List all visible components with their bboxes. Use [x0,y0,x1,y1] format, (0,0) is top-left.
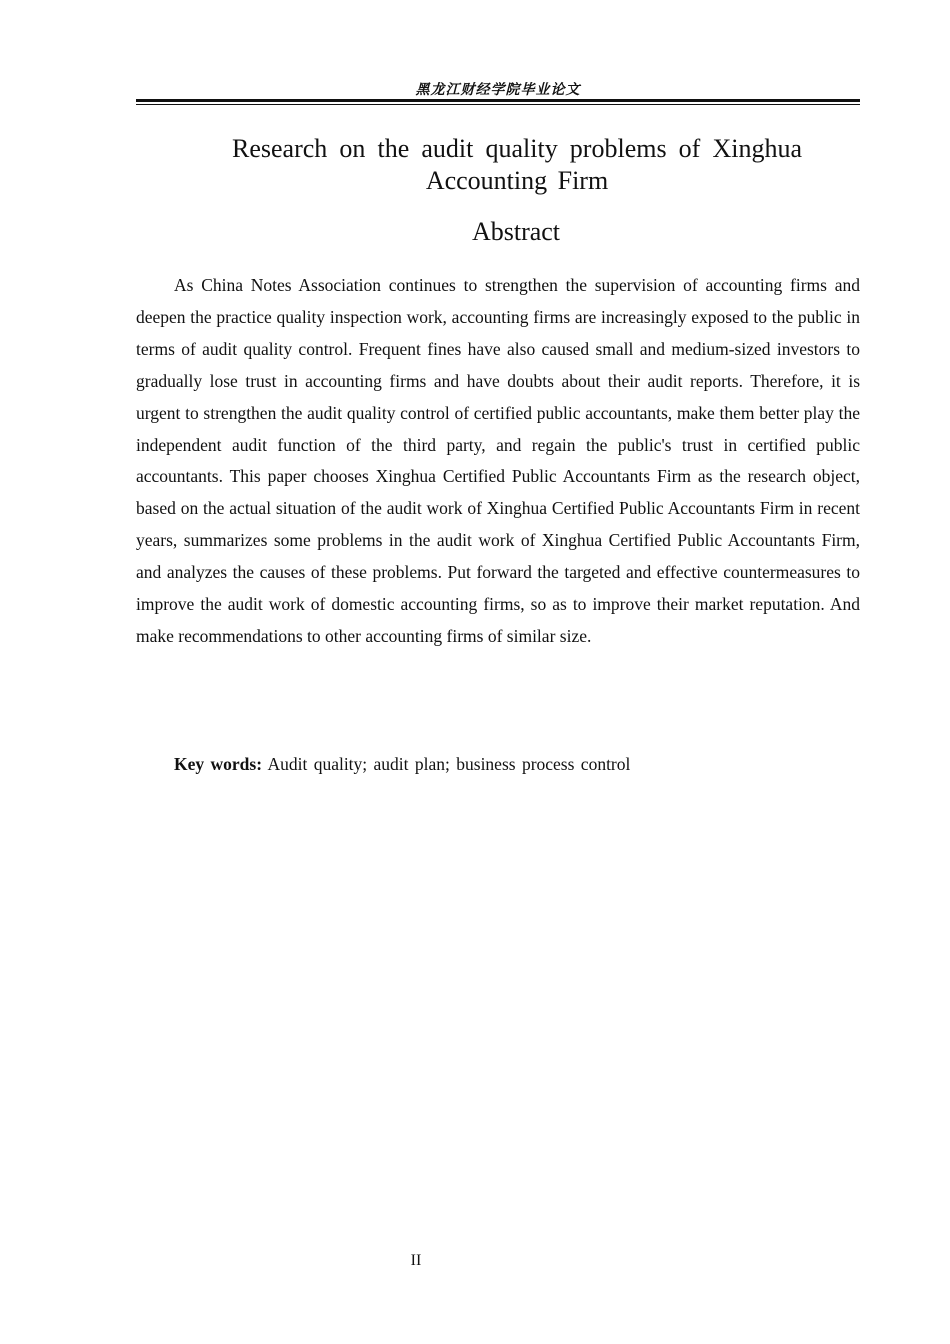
header-rule-thin [136,104,860,105]
paper-title: Research on the audit quality problems of Xinghua Accounting Firm [232,134,802,195]
abstract-heading: Abstract [471,217,561,246]
running-header: 黑龙江财经学院毕业论文 [415,82,581,98]
keywords-line [174,749,630,780]
keywords-value: Audit quality; audit plan; business process control [267,754,631,774]
page-number: II [410,1252,422,1269]
keywords-label: Key words: [174,754,263,774]
abstract-body: As China Notes Association continues to strengthen the supervision of accounting firms and deepen the practice quality inspection work, accounting firms are increasingly exposed to the public in terms of audit quality control. Frequent fines have also caused small and medium-sized investors to gradually lose trust in accounting firms and have doubts about their audit reports. Therefore, it is urgent to strengthen the audit quality control of certified public accountants, make them better play the independent audit function of the third party, and regain the public's trust in certified public accountants. This paper chooses Xinghua Certified Public Accountants Firm as the research object, based on the actual situation of the audit work of Xinghua Certified Public Accountants Firm in recent years, summarizes some problems in the audit work of Xinghua Certified Public Accountants Firm, and analyzes the causes of these problems. Put forward the targeted and effective countermeasures to improve the audit work of domestic accounting firms, so as to improve their market reputation. And make recommendations to other accounting firms of similar size. [136,275,860,646]
header-rule-thick [136,99,860,102]
